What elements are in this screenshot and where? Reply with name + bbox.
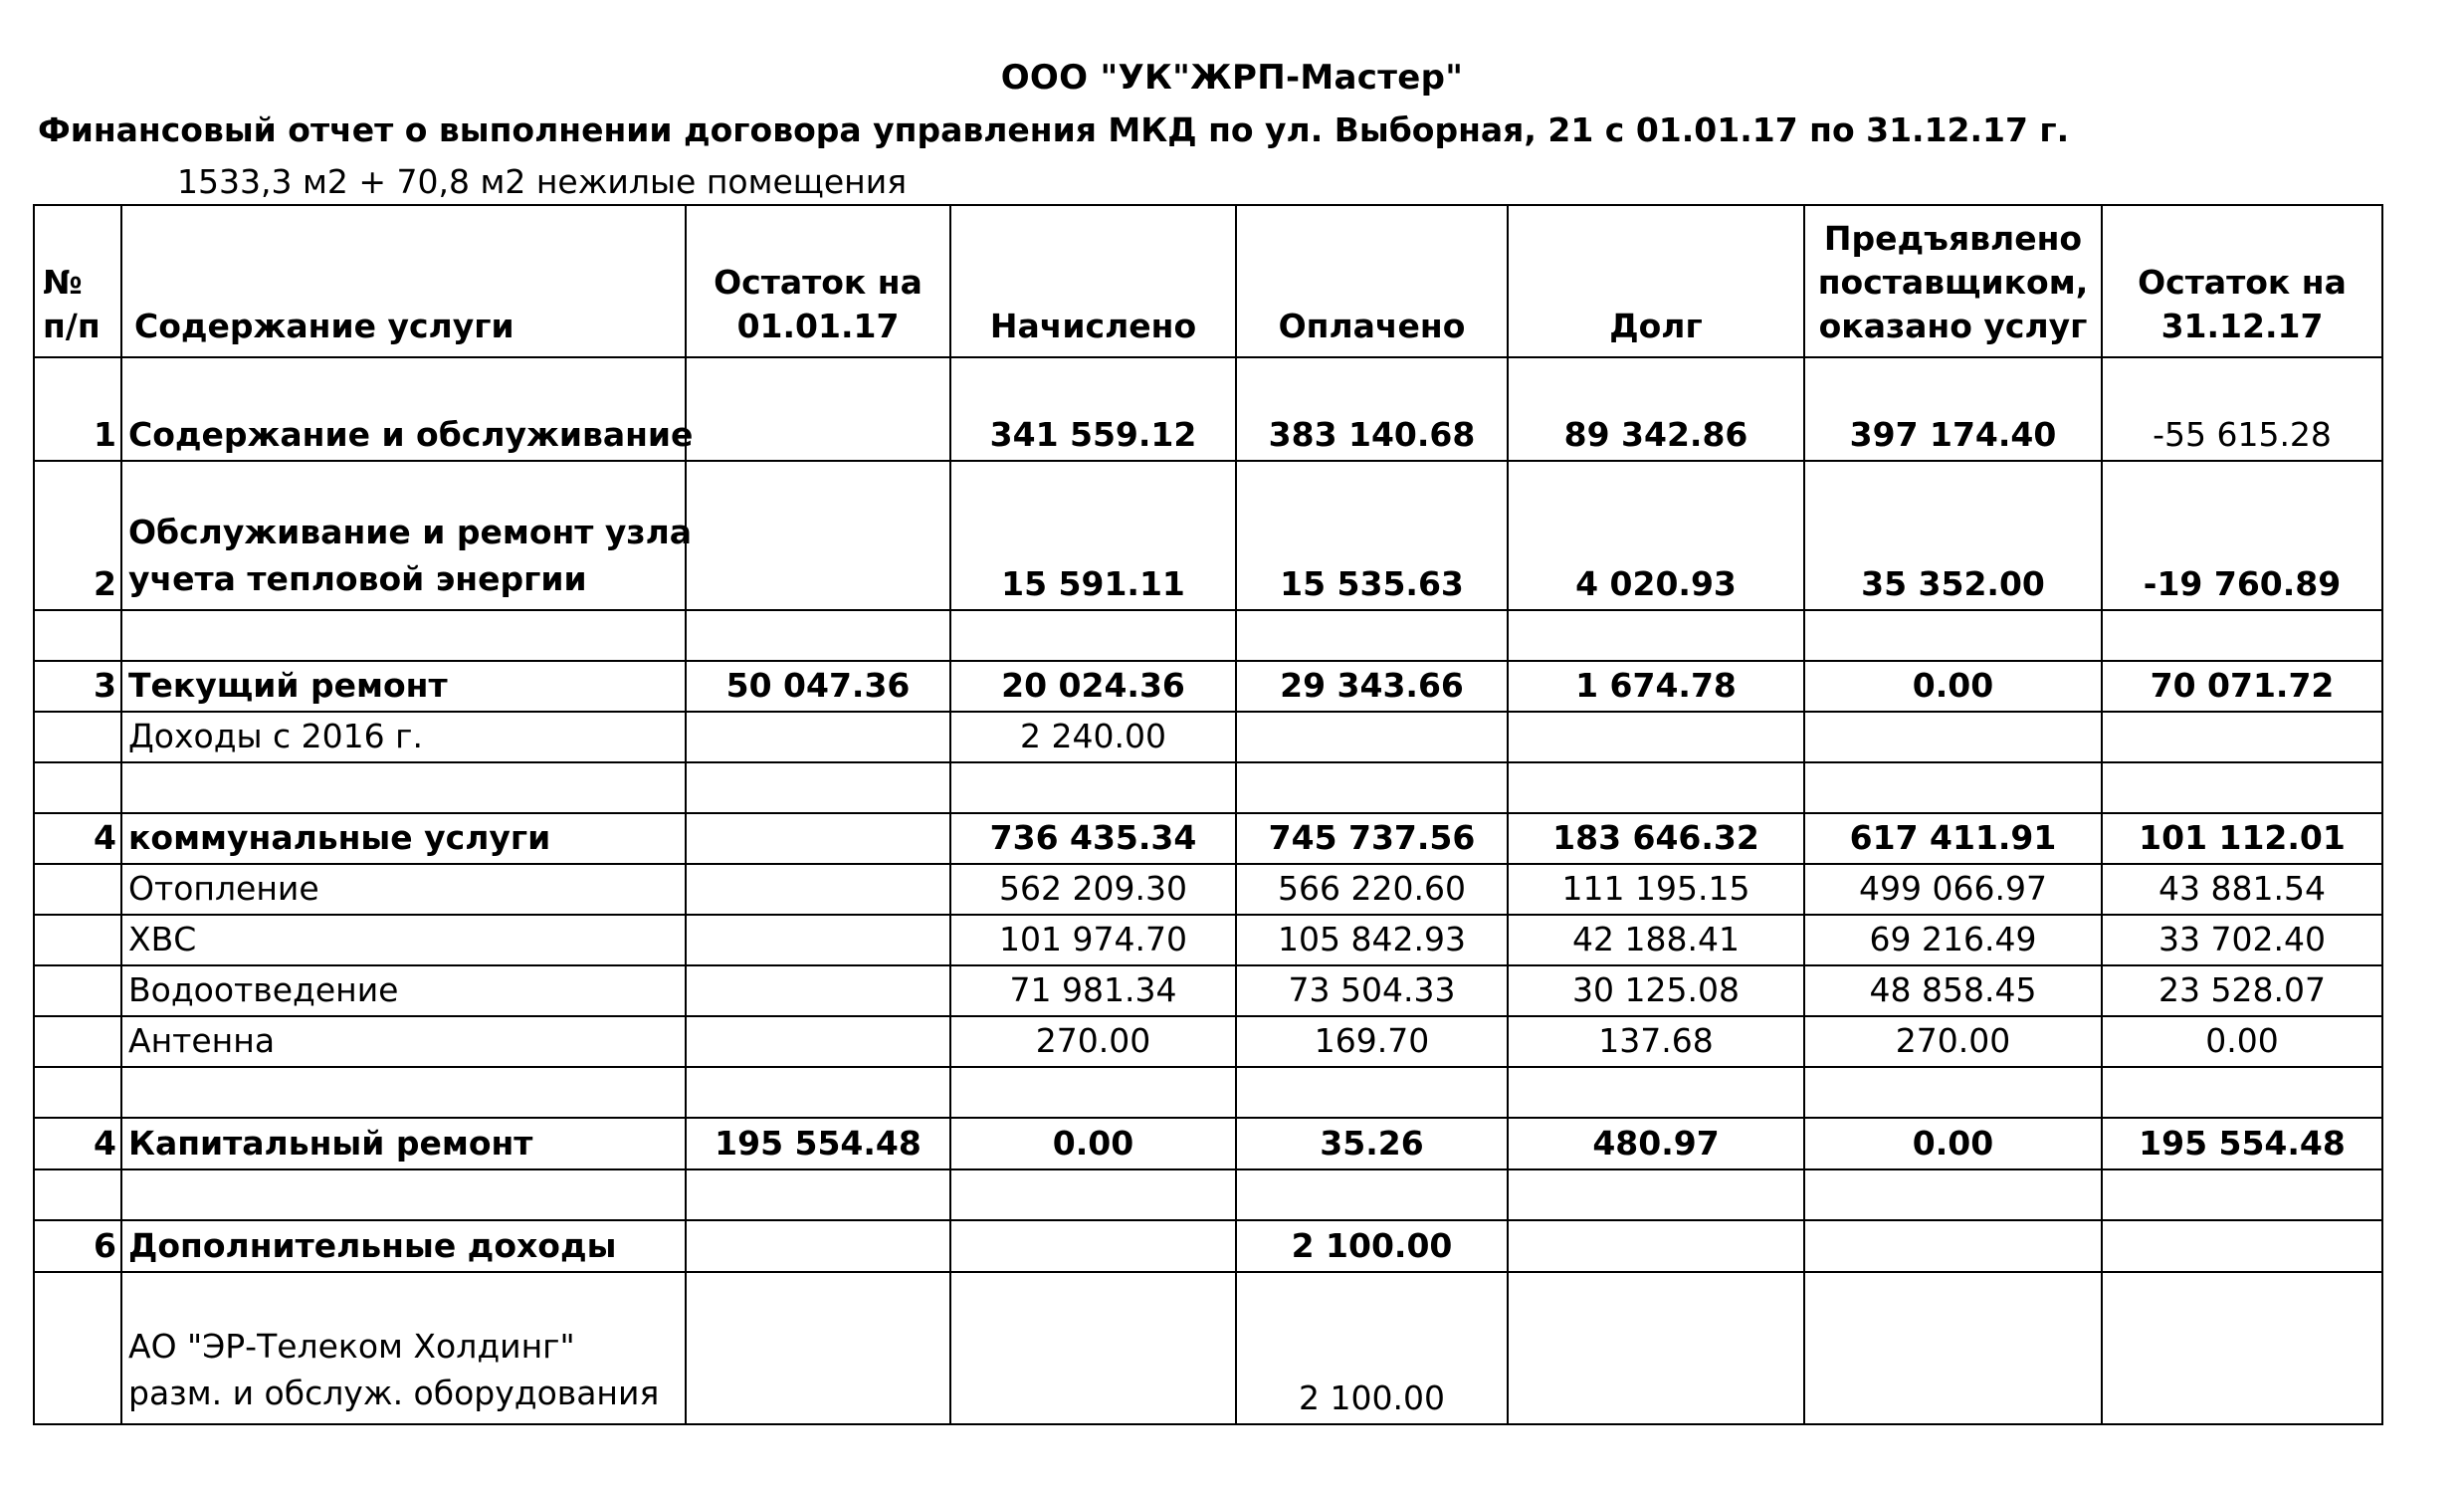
row-service-line1: АО "ЭР-Телеком Холдинг": [128, 1327, 575, 1367]
col-header-num-line1: №: [43, 263, 83, 303]
row-supplier: 35 352.00: [1804, 461, 2102, 610]
col-header-service: Содержание услуги: [121, 205, 686, 357]
row-num: [34, 864, 121, 915]
row-opening: 195 554.48: [686, 1118, 950, 1169]
row-debt: 111 195.15: [1508, 864, 1804, 915]
empty-cell: [34, 1067, 121, 1118]
row-closing: 33 702.40: [2102, 915, 2382, 965]
table-row: [34, 813, 2382, 864]
table-row: [34, 915, 2382, 965]
row-service: ХВС: [121, 915, 686, 965]
empty-cell: [1508, 762, 1804, 813]
empty-cell: [1804, 1067, 2102, 1118]
empty-cell: [950, 1067, 1236, 1118]
row-supplier: 270.00: [1804, 1016, 2102, 1067]
empty-cell: [34, 610, 121, 661]
row-supplier: 69 216.49: [1804, 915, 2102, 965]
row-num: 4: [34, 813, 121, 864]
row-paid: 73 504.33: [1236, 965, 1508, 1016]
row-closing: [2102, 1220, 2382, 1272]
empty-cell: [1236, 1169, 1508, 1220]
col-header-supplier-line3: оказано услуг: [1818, 307, 2088, 346]
row-paid: 105 842.93: [1236, 915, 1508, 965]
row-supplier: [1804, 1272, 2102, 1424]
row-service: Содержание и обслуживание: [121, 357, 686, 461]
row-num: [34, 1016, 121, 1067]
row-supplier: 397 174.40: [1804, 357, 2102, 461]
col-header-num: [34, 205, 121, 357]
col-header-debt: Долг: [1508, 205, 1804, 357]
row-num: [34, 915, 121, 965]
company-name: ООО "УК"ЖРП-Мастер": [1000, 58, 1464, 98]
col-header-opening-line1: Остаток на: [714, 263, 923, 303]
header-row: [34, 205, 2382, 357]
row-supplier: [1804, 1220, 2102, 1272]
row-service: Дополнительные доходы: [121, 1220, 686, 1272]
row-opening: [686, 357, 950, 461]
empty-cell: [1508, 1169, 1804, 1220]
empty-cell: [686, 762, 950, 813]
row-service: Доходы с 2016 г.: [121, 712, 686, 762]
empty-cell: [686, 1169, 950, 1220]
row-service: Антенна: [121, 1016, 686, 1067]
table-row: [34, 461, 2382, 610]
row-service: Отопление: [121, 864, 686, 915]
row-charged: 2 240.00: [950, 712, 1236, 762]
empty-row: [34, 1067, 2382, 1118]
table-row: [34, 661, 2382, 712]
row-closing: -19 760.89: [2102, 461, 2382, 610]
col-header-opening-line2: 01.01.17: [736, 307, 900, 346]
empty-cell: [950, 610, 1236, 661]
row-charged: 20 024.36: [950, 661, 1236, 712]
row-service: коммунальные услуги: [121, 813, 686, 864]
row-opening: [686, 1220, 950, 1272]
row-charged: 341 559.12: [950, 357, 1236, 461]
area-note: 1533,3 м2 + 70,8 м2 нежилые помещения: [177, 162, 908, 201]
row-supplier: [1804, 712, 2102, 762]
row-supplier: 617 411.91: [1804, 813, 2102, 864]
row-opening: [686, 1016, 950, 1067]
row-service: Капитальный ремонт: [121, 1118, 686, 1169]
row-paid: 2 100.00: [1236, 1272, 1508, 1424]
table-row: [34, 357, 2382, 461]
row-opening: [686, 461, 950, 610]
row-charged: 71 981.34: [950, 965, 1236, 1016]
row-opening: 50 047.36: [686, 661, 950, 712]
row-num: [34, 1272, 121, 1424]
row-closing: 23 528.07: [2102, 965, 2382, 1016]
empty-cell: [34, 1169, 121, 1220]
row-service-line2: разм. и обслуж. оборудования: [128, 1374, 660, 1413]
empty-cell: [1508, 610, 1804, 661]
row-paid: 35.26: [1236, 1118, 1508, 1169]
row-supplier: 0.00: [1804, 661, 2102, 712]
row-debt: [1508, 1220, 1804, 1272]
empty-cell: [121, 1067, 686, 1118]
financial-report-table: [33, 204, 2383, 1425]
row-paid: 169.70: [1236, 1016, 1508, 1067]
row-num: [34, 712, 121, 762]
row-service: Текущий ремонт: [121, 661, 686, 712]
empty-cell: [121, 762, 686, 813]
empty-cell: [34, 762, 121, 813]
row-charged: [950, 1272, 1236, 1424]
col-header-paid: Оплачено: [1236, 205, 1508, 357]
row-service-line1: Обслуживание и ремонт узла: [128, 513, 693, 552]
table-row: [34, 712, 2382, 762]
col-header-charged: Начислено: [950, 205, 1236, 357]
empty-cell: [1804, 1169, 2102, 1220]
empty-cell: [2102, 610, 2382, 661]
row-service: [121, 461, 693, 610]
row-charged: 562 209.30: [950, 864, 1236, 915]
row-opening: [686, 965, 950, 1016]
row-debt: [1508, 712, 1804, 762]
report-title: Финансовый отчет о выполнении договора управления МКД по ул. Выборная, 21 с 01.01.17 по 31.12.17 г.: [38, 110, 2070, 149]
table-row: [34, 1016, 2382, 1067]
col-header-closing-line1: Остаток на: [2138, 263, 2347, 303]
empty-cell: [121, 610, 686, 661]
row-num: [34, 965, 121, 1016]
empty-cell: [1804, 610, 2102, 661]
col-header-opening: [686, 205, 950, 357]
col-header-closing: [2102, 205, 2382, 357]
empty-cell: [1236, 610, 1508, 661]
row-opening: [686, 915, 950, 965]
empty-cell: [2102, 1169, 2382, 1220]
empty-cell: [1236, 762, 1508, 813]
col-header-supplier: [1804, 205, 2102, 357]
row-closing: -55 615.28: [2102, 357, 2382, 461]
empty-cell: [1804, 762, 2102, 813]
row-paid: 29 343.66: [1236, 661, 1508, 712]
table-row: [34, 1118, 2382, 1169]
empty-cell: [686, 1067, 950, 1118]
row-closing: 195 554.48: [2102, 1118, 2382, 1169]
table-row: [34, 864, 2382, 915]
row-num: 4: [34, 1118, 121, 1169]
row-debt: 42 188.41: [1508, 915, 1804, 965]
row-debt: 480.97: [1508, 1118, 1804, 1169]
col-header-supplier-line2: поставщиком,: [1817, 263, 2089, 303]
row-service: Водоотведение: [121, 965, 686, 1016]
col-header-closing-line2: 31.12.17: [2160, 307, 2324, 346]
row-charged: 15 591.11: [950, 461, 1236, 610]
row-closing: 101 112.01: [2102, 813, 2382, 864]
row-supplier: 499 066.97: [1804, 864, 2102, 915]
empty-cell: [686, 610, 950, 661]
row-opening: [686, 712, 950, 762]
row-debt: 30 125.08: [1508, 965, 1804, 1016]
row-charged: 101 974.70: [950, 915, 1236, 965]
table-row: [34, 965, 2382, 1016]
empty-row: [34, 762, 2382, 813]
row-opening: [686, 864, 950, 915]
row-debt: 1 674.78: [1508, 661, 1804, 712]
row-opening: [686, 813, 950, 864]
empty-cell: [1508, 1067, 1804, 1118]
empty-cell: [2102, 1067, 2382, 1118]
empty-cell: [121, 1169, 686, 1220]
row-num: 1: [34, 357, 121, 461]
empty-row: [34, 610, 2382, 661]
row-service: [121, 1272, 686, 1424]
row-debt: 183 646.32: [1508, 813, 1804, 864]
row-paid: 745 737.56: [1236, 813, 1508, 864]
row-num: 6: [34, 1220, 121, 1272]
empty-cell: [1236, 1067, 1508, 1118]
table-row: [34, 1272, 2382, 1424]
row-debt: 89 342.86: [1508, 357, 1804, 461]
row-closing: [2102, 1272, 2382, 1424]
empty-cell: [2102, 762, 2382, 813]
row-num: 3: [34, 661, 121, 712]
row-paid: 383 140.68: [1236, 357, 1508, 461]
row-closing: 0.00: [2102, 1016, 2382, 1067]
row-paid: 15 535.63: [1236, 461, 1508, 610]
row-charged: 736 435.34: [950, 813, 1236, 864]
table-row: [34, 1220, 2382, 1272]
row-closing: 43 881.54: [2102, 864, 2382, 915]
row-paid: 566 220.60: [1236, 864, 1508, 915]
row-paid: 2 100.00: [1236, 1220, 1508, 1272]
col-header-num-line2: п/п: [43, 307, 101, 346]
row-opening: [686, 1272, 950, 1424]
row-debt: 137.68: [1508, 1016, 1804, 1067]
row-service-line2: учета тепловой энергии: [128, 559, 587, 599]
row-debt: 4 020.93: [1508, 461, 1804, 610]
row-supplier: 0.00: [1804, 1118, 2102, 1169]
row-charged: 0.00: [950, 1118, 1236, 1169]
row-charged: [950, 1220, 1236, 1272]
row-closing: 70 071.72: [2102, 661, 2382, 712]
empty-cell: [950, 762, 1236, 813]
row-debt: [1508, 1272, 1804, 1424]
row-num: 2: [34, 461, 121, 610]
row-supplier: 48 858.45: [1804, 965, 2102, 1016]
row-closing: [2102, 712, 2382, 762]
row-paid: [1236, 712, 1508, 762]
col-header-supplier-line1: Предъявлено: [1823, 219, 2083, 259]
empty-row: [34, 1169, 2382, 1220]
row-charged: 270.00: [950, 1016, 1236, 1067]
empty-cell: [950, 1169, 1236, 1220]
